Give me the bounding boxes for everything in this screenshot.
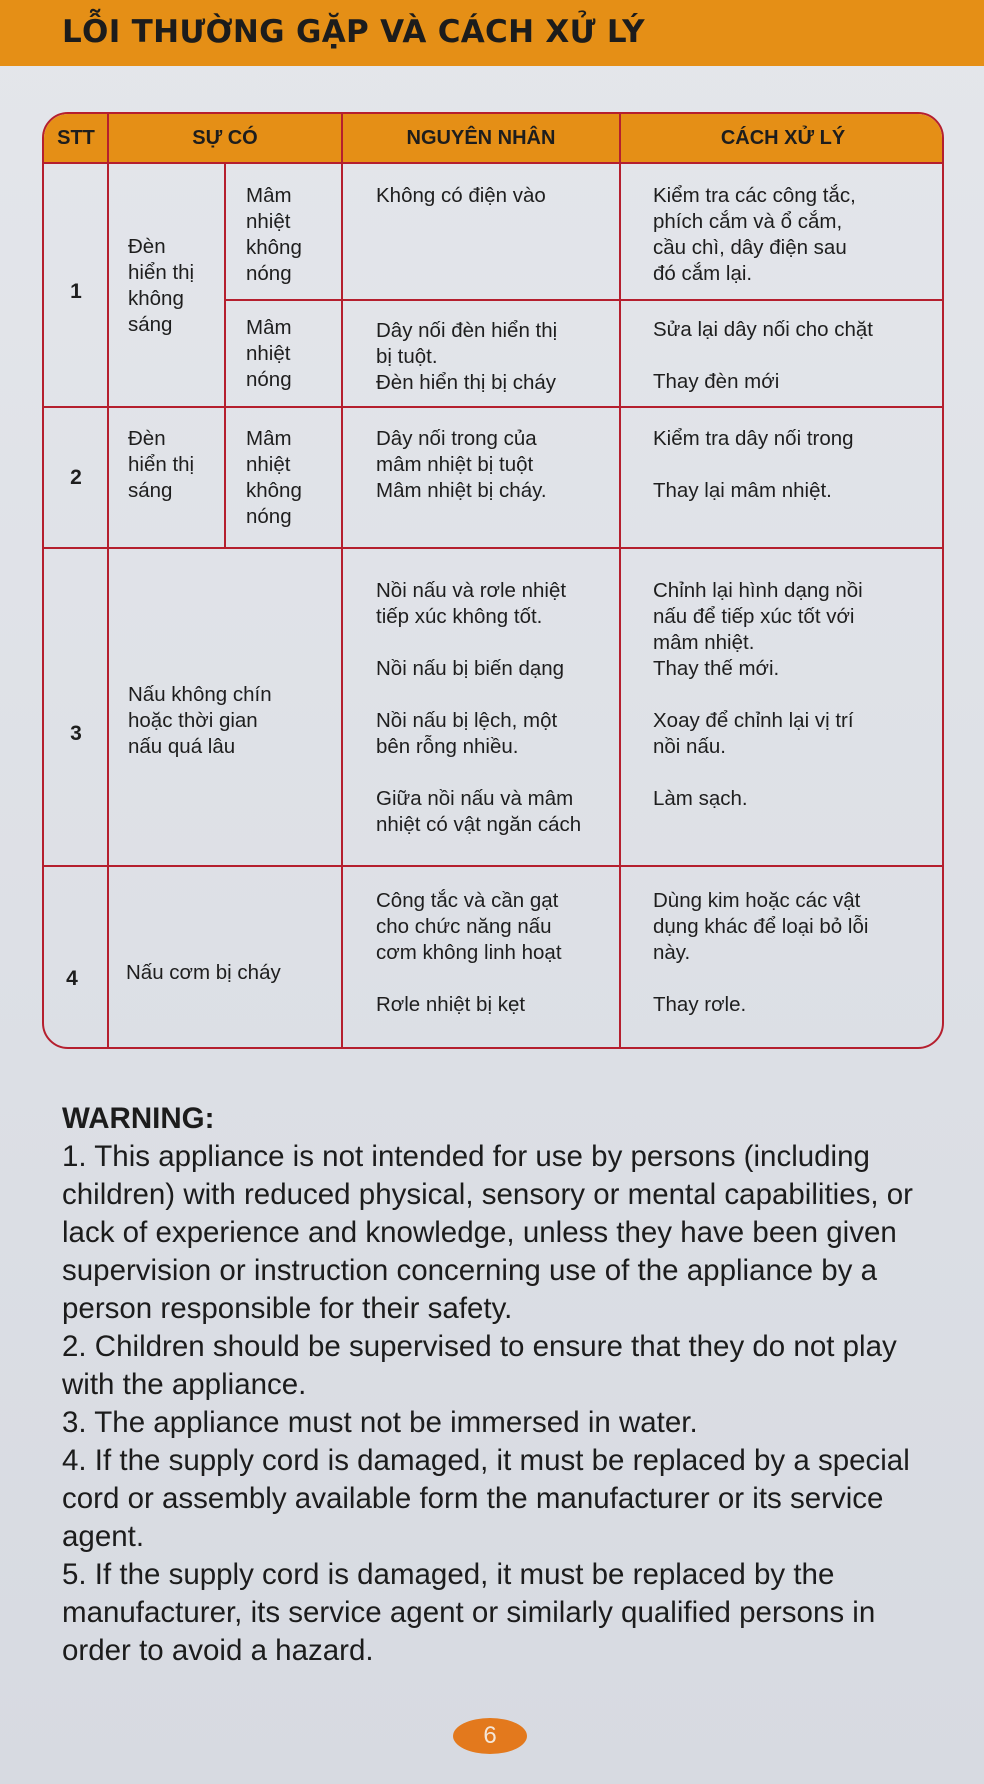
warning-section bbox=[62, 1100, 942, 1670]
grid-line bbox=[44, 865, 944, 867]
warning-item: 4. If the supply cord is damaged, it must be replaced by a special cord or assembly available form the manufacturer or its service agent. bbox=[62, 1444, 910, 1553]
row-1-symptom: Đèn hiển thị không sáng bbox=[128, 235, 195, 336]
row-3-cause: Nồi nấu và rơle nhiệt tiếp xúc không tốt. Nồi nấu bị biến dạng Nồi nấu bị lệch, một bên rỗng nhiều. Giữa nồi nấu và mâm nhiệt có vật ngăn cách bbox=[376, 579, 582, 836]
row-4-fix: Dùng kim hoặc các vật dụng khác để loại bỏ lỗi này. Thay rơle. bbox=[653, 889, 869, 1016]
row-3-stt: 3 bbox=[70, 722, 82, 745]
header-cause: NGUYÊN NHÂN bbox=[406, 127, 556, 149]
row-2-state: Mâm nhiệt không nóng bbox=[246, 427, 302, 528]
warning-item: 1. This appliance is not intended for use by persons (including children) with reduced physical, sensory or mental capabilities, or lack of experience and knowledge, unless they have been given supervision or instruction concerning use of the appliance by a person responsible for their safety. bbox=[62, 1140, 913, 1325]
row-4-stt: 4 bbox=[66, 967, 78, 990]
row-4-cause: Công tắc và cần gạt cho chức năng nấu cơm không linh hoạt Rơle nhiệt bị kẹt bbox=[376, 889, 562, 1016]
page-number-badge: 6 bbox=[453, 1718, 527, 1754]
warning-title: WARNING: bbox=[62, 1102, 215, 1135]
row-2-stt: 2 bbox=[70, 466, 82, 489]
page-title: LỖI THƯỜNG GẶP VÀ CÁCH XỬ LÝ bbox=[62, 14, 645, 50]
grid-line bbox=[44, 406, 944, 408]
grid-line bbox=[224, 163, 226, 547]
row-4-symptom: Nấu cơm bị cháy bbox=[126, 961, 281, 984]
grid-line bbox=[341, 114, 343, 1049]
table-header-row bbox=[44, 114, 942, 163]
header-band bbox=[0, 0, 984, 66]
header-symptom: SỰ CÓ bbox=[192, 127, 258, 149]
row-1-sub2-fix: Sửa lại dây nối cho chặt Thay đèn mới bbox=[653, 318, 873, 393]
header-stt: STT bbox=[57, 127, 95, 149]
row-2-symptom: Đèn hiển thị sáng bbox=[128, 427, 195, 502]
row-3-fix: Chỉnh lại hình dạng nồi nấu để tiếp xúc tốt với mâm nhiệt. Thay thế mới. Xoay để chỉnh lại vị trí nồi nấu. Làm sạch. bbox=[653, 579, 863, 810]
grid-line bbox=[619, 114, 621, 1049]
row-2-fix: Kiểm tra dây nối trong Thay lại mâm nhiệt. bbox=[653, 427, 854, 502]
row-2-cause: Dây nối trong của mâm nhiệt bị tuột Mâm nhiệt bị cháy. bbox=[376, 427, 547, 502]
header-fix: CÁCH XỬ LÝ bbox=[720, 127, 846, 149]
row-1-sub1-cause: Không có điện vào bbox=[376, 184, 546, 207]
grid-line bbox=[107, 114, 109, 1049]
warning-item: 5. If the supply cord is damaged, it must be replaced by the manufacturer, its service agent or similarly qualified persons in order to avoid a hazard. bbox=[62, 1558, 876, 1667]
warning-item: 2. Children should be supervised to ensure that they do not play with the appliance. bbox=[62, 1330, 897, 1401]
row-1-sub1-fix: Kiểm tra các công tắc, phích cắm và ổ cắm, cầu chì, dây điện sau đó cắm lại. bbox=[653, 184, 856, 285]
row-1-sub2-cause: Dây nối đèn hiển thị bị tuột. Đèn hiển thị bị cháy bbox=[376, 319, 558, 394]
row-1-stt: 1 bbox=[70, 280, 82, 303]
row-3-symptom: Nấu không chín hoặc thời gian nấu quá lâu bbox=[128, 683, 272, 758]
row-1-sub1-state: Mâm nhiệt không nóng bbox=[246, 184, 302, 285]
warning-item: 3. The appliance must not be immersed in water. bbox=[62, 1406, 698, 1439]
grid-line bbox=[224, 299, 944, 301]
row-1-sub2-state: Mâm nhiệt nóng bbox=[246, 316, 292, 391]
grid-line bbox=[44, 162, 944, 164]
troubleshooting-table bbox=[42, 112, 944, 1049]
grid-line bbox=[44, 547, 944, 549]
